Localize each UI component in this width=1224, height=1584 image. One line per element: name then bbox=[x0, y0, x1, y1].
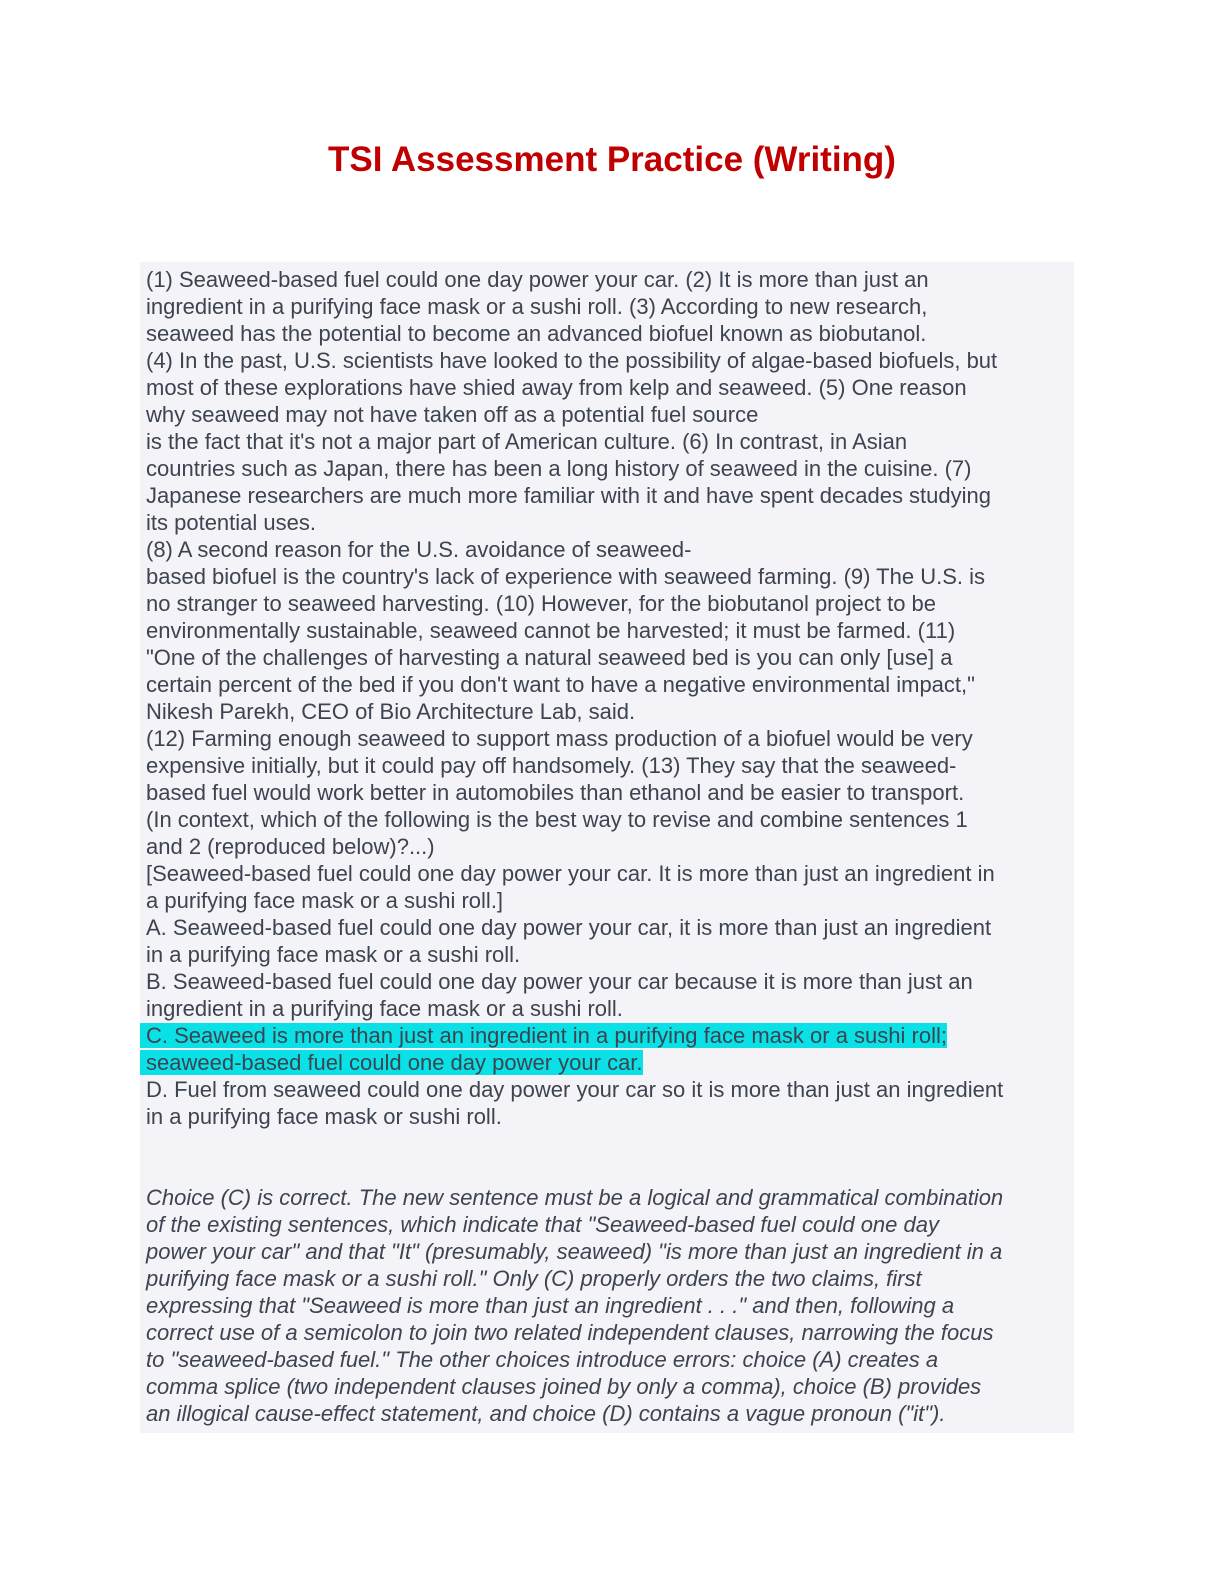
text-line: (12) Farming enough seaweed to support mass production of a biofuel would be very bbox=[146, 726, 973, 751]
text-line: a purifying face mask or a sushi roll.] bbox=[146, 888, 504, 913]
text-line: in a purifying face mask or sushi roll. bbox=[146, 1104, 502, 1129]
text-line: ingredient in a purifying face mask or a sushi roll. (3) According to new research, bbox=[146, 294, 928, 319]
text-line: (4) In the past, U.S. scientists have looked to the possibility of algae-based biofuels, but bbox=[146, 348, 998, 373]
explanation-line: comma splice (two independent clauses joined by only a comma), choice (B) provides bbox=[146, 1374, 982, 1399]
text-line: ingredient in a purifying face mask or a sushi roll. bbox=[146, 996, 623, 1021]
text-line: A. Seaweed-based fuel could one day power your car, it is more than just an ingredient bbox=[146, 915, 992, 940]
explanation-line: Choice (C) is correct. The new sentence must be a logical and grammatical combination bbox=[146, 1185, 1004, 1210]
text-line: certain percent of the bed if you don't want to have a negative environmental impact," bbox=[146, 672, 975, 697]
text-line: based fuel would work better in automobiles than ethanol and be easier to transport. bbox=[146, 780, 965, 805]
text-line: countries such as Japan, there has been a long history of seaweed in the cuisine. (7) bbox=[146, 456, 972, 481]
answer-highlighted-line: seaweed-based fuel could one day power your car. bbox=[146, 1050, 643, 1075]
text-line: (In context, which of the following is the best way to revise and combine sentences 1 bbox=[146, 807, 968, 832]
text-line: D. Fuel from seaweed could one day power your car so it is more than just an ingredient bbox=[146, 1077, 1004, 1102]
text-line: (8) A second reason for the U.S. avoidance of seaweed- bbox=[146, 537, 692, 562]
explanation-line: an illogical cause-effect statement, and choice (D) contains a vague pronoun ("it"). bbox=[146, 1401, 946, 1426]
explanation-line: expressing that "Seaweed is more than just an ingredient . . ." and then, following a bbox=[146, 1293, 955, 1318]
explanation-line: correct use of a semicolon to join two related independent clauses, narrowing the focus bbox=[146, 1320, 994, 1345]
text-line: is the fact that it's not a major part of American culture. (6) In contrast, in Asian bbox=[146, 429, 908, 454]
content-block bbox=[140, 262, 1074, 1433]
answer-highlighted-line: C. Seaweed is more than just an ingredient in a purifying face mask or a sushi roll; bbox=[146, 1023, 947, 1048]
text-line: its potential uses. bbox=[146, 510, 316, 535]
page-title: TSI Assessment Practice (Writing) bbox=[328, 140, 896, 179]
text-line: Japanese researchers are much more familiar with it and have spent decades studying bbox=[146, 483, 992, 508]
text-line: Nikesh Parekh, CEO of Bio Architecture Lab, said. bbox=[146, 699, 636, 724]
text-line: B. Seaweed-based fuel could one day power your car because it is more than just an bbox=[146, 969, 973, 994]
explanation-line: purifying face mask or a sushi roll." Only (C) properly orders the two claims, first bbox=[146, 1266, 922, 1291]
text-line: [Seaweed-based fuel could one day power your car. It is more than just an ingredient in bbox=[146, 861, 995, 886]
text-line: why seaweed may not have taken off as a potential fuel source bbox=[146, 402, 759, 427]
text-line: expensive initially, but it could pay off handsomely. (13) They say that the seaweed- bbox=[146, 753, 957, 778]
text-line: most of these explorations have shied away from kelp and seaweed. (5) One reason bbox=[146, 375, 967, 400]
explanation-line: to "seaweed-based fuel." The other choices introduce errors: choice (A) creates a bbox=[146, 1347, 939, 1372]
text-line: seaweed has the potential to become an advanced biofuel known as biobutanol. bbox=[146, 321, 927, 346]
text-line: no stranger to seaweed harvesting. (10) However, for the biobutanol project to be bbox=[146, 591, 937, 616]
explanation-line: of the existing sentences, which indicate that "Seaweed-based fuel could one day bbox=[146, 1212, 939, 1237]
text-line: in a purifying face mask or a sushi roll. bbox=[146, 942, 521, 967]
explanation-line: power your car" and that "It" (presumably, seaweed) "is more than just an ingredient in a bbox=[146, 1239, 1003, 1264]
text-line: and 2 (reproduced below)?...) bbox=[146, 834, 435, 859]
text-line: based biofuel is the country's lack of experience with seaweed farming. (9) The U.S. is bbox=[146, 564, 985, 589]
blank-line bbox=[140, 1130, 1074, 1157]
text-line: environmentally sustainable, seaweed cannot be harvested; it must be farmed. (11) bbox=[146, 618, 956, 643]
text-line: (1) Seaweed-based fuel could one day power your car. (2) It is more than just an bbox=[146, 267, 929, 292]
blank-line bbox=[140, 1157, 1074, 1184]
text-line: "One of the challenges of harvesting a natural seaweed bed is you can only [use] a bbox=[146, 645, 953, 670]
